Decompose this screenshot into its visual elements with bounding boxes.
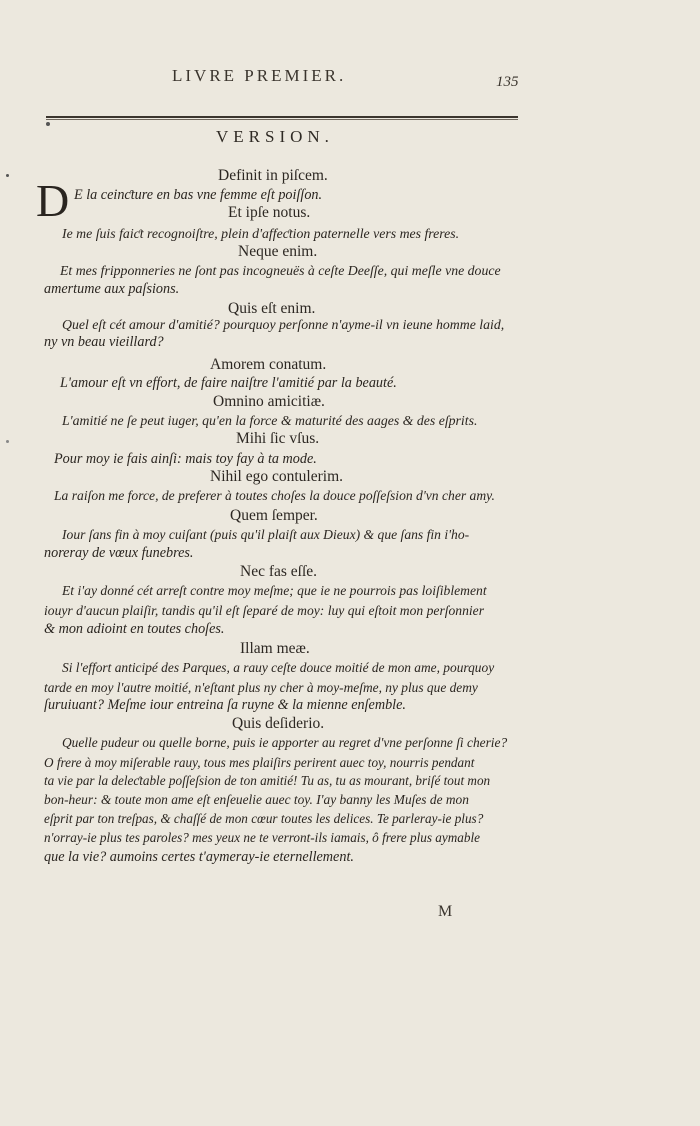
french-line: Quel eſt cét amour d'amitié? pourquoy perſonne n'ayme-il vn ieune homme laid, — [62, 317, 505, 332]
french-line: n'orray-ie plus tes paroles? mes yeux ne te verront-ils iamais, ô frere plus aymable — [44, 830, 480, 845]
latin-lemma: Illam meæ. — [240, 640, 310, 657]
french-line: & mon adioint en toutes choſes. — [44, 621, 225, 637]
french-line: iouyr d'aucun plaiſir, tandis qu'il eſt ſeparé de moy: luy qui eſtoit mon perſonnier — [44, 603, 485, 618]
ink-speck — [46, 122, 50, 126]
french-line: Ie me ſuis faiƈt recognoiſtre, plein d'affeƈtion paternelle vers mes freres. — [62, 226, 460, 241]
french-line: bon-heur: & toute mon ame eſt enſeuelie auec toy. I'ay banny les Muſes de mon — [44, 792, 469, 807]
french-line: Et i'ay donné cét arreſt contre moy meſme; que ie ne pourrois pas loiſiblement — [62, 583, 487, 598]
latin-lemma: Quem ſemper. — [230, 507, 318, 524]
french-line: L'amour eſt vn effort, de faire naiſtre l'amitié par la beauté. — [60, 375, 397, 391]
french-line: Et mes fripponneries ne ſont pas incogneuës à ceſte Deeſſe, qui meſle vne douce — [60, 263, 501, 278]
ink-speck — [6, 440, 9, 443]
french-line: que la vie? aumoins certes t'aymeray-ie eternellement. — [44, 849, 354, 865]
french-line: L'amitié ne ſe peut iuger, qu'en la force & maturité des aages & des eſprits. — [62, 413, 478, 428]
latin-lemma: Et ipſe notus. — [228, 204, 311, 221]
latin-lemma: Nihil ego contulerim. — [210, 468, 344, 485]
header-rule — [46, 116, 518, 118]
signature-mark: M — [438, 903, 453, 920]
french-line: O frere à moy miſerable rauy, tous mes plaiſirs perirent auec toy, nourris pendant — [44, 755, 475, 770]
ink-speck — [6, 174, 9, 177]
running-title: LIVRE PREMIER. — [172, 66, 347, 85]
french-line: eſprit par ton treſpas, & chaſſé de mon cœur toutes les delices. Te parleray-ie plus? — [44, 811, 484, 826]
french-line: E la ceinƈture en bas vne femme eſt poiſſon. — [74, 187, 323, 203]
french-line: Si l'effort anticipé des Parques, a rauy ceſte douce moitié de mon ame, pourquoy — [62, 660, 495, 675]
french-line: tarde en moy l'autre moitié, n'eſtant plus ny cher à moy-meſme, ny plus que demy — [44, 680, 478, 695]
latin-lemma: Quis eſt enim. — [228, 300, 316, 317]
latin-lemma: Nec fas eſſe. — [240, 563, 318, 580]
header-rule-thin — [46, 119, 518, 120]
drop-capital: D — [36, 175, 70, 226]
french-line: ta vie par la deleƈtable poſſeſsion de ton amitié! Tu as, tu as mourant, briſé tout mon — [44, 773, 491, 788]
section-title: VERSION. — [216, 127, 334, 146]
latin-lemma: Amorem conatum. — [210, 356, 327, 373]
latin-lemma: Definit in piſcem. — [218, 167, 328, 184]
latin-lemma: Omnino amicitiæ. — [213, 393, 325, 410]
latin-lemma: Quis deſiderio. — [232, 715, 325, 732]
french-line: Iour ſans fin à moy cuiſant (puis qu'il plaiſt aux Dieux) & que ſans fin i'ho- — [62, 527, 470, 542]
french-line: Pour moy ie fais ainſi: mais toy fay à ta mode. — [54, 451, 317, 467]
french-line: ny vn beau vieillard? — [44, 334, 164, 350]
french-line: noreray de vœux funebres. — [44, 545, 194, 561]
page-number: 135 — [496, 74, 519, 90]
latin-lemma: Neque enim. — [238, 243, 318, 260]
french-line: amertume aux paſsions. — [44, 281, 180, 297]
latin-lemma: Mihi ſic vſus. — [236, 430, 320, 447]
french-line: Quelle pudeur ou quelle borne, puis ie apporter au regret d'vne perſonne ſi cherie? — [62, 735, 508, 750]
french-line: ſuruiuant? Meſme iour entreina ſa ruyne & la mienne enſemble. — [44, 697, 406, 713]
french-line: La raiſon me force, de preferer à toutes choſes la douce poſſeſsion d'vn cher amy. — [54, 488, 495, 503]
